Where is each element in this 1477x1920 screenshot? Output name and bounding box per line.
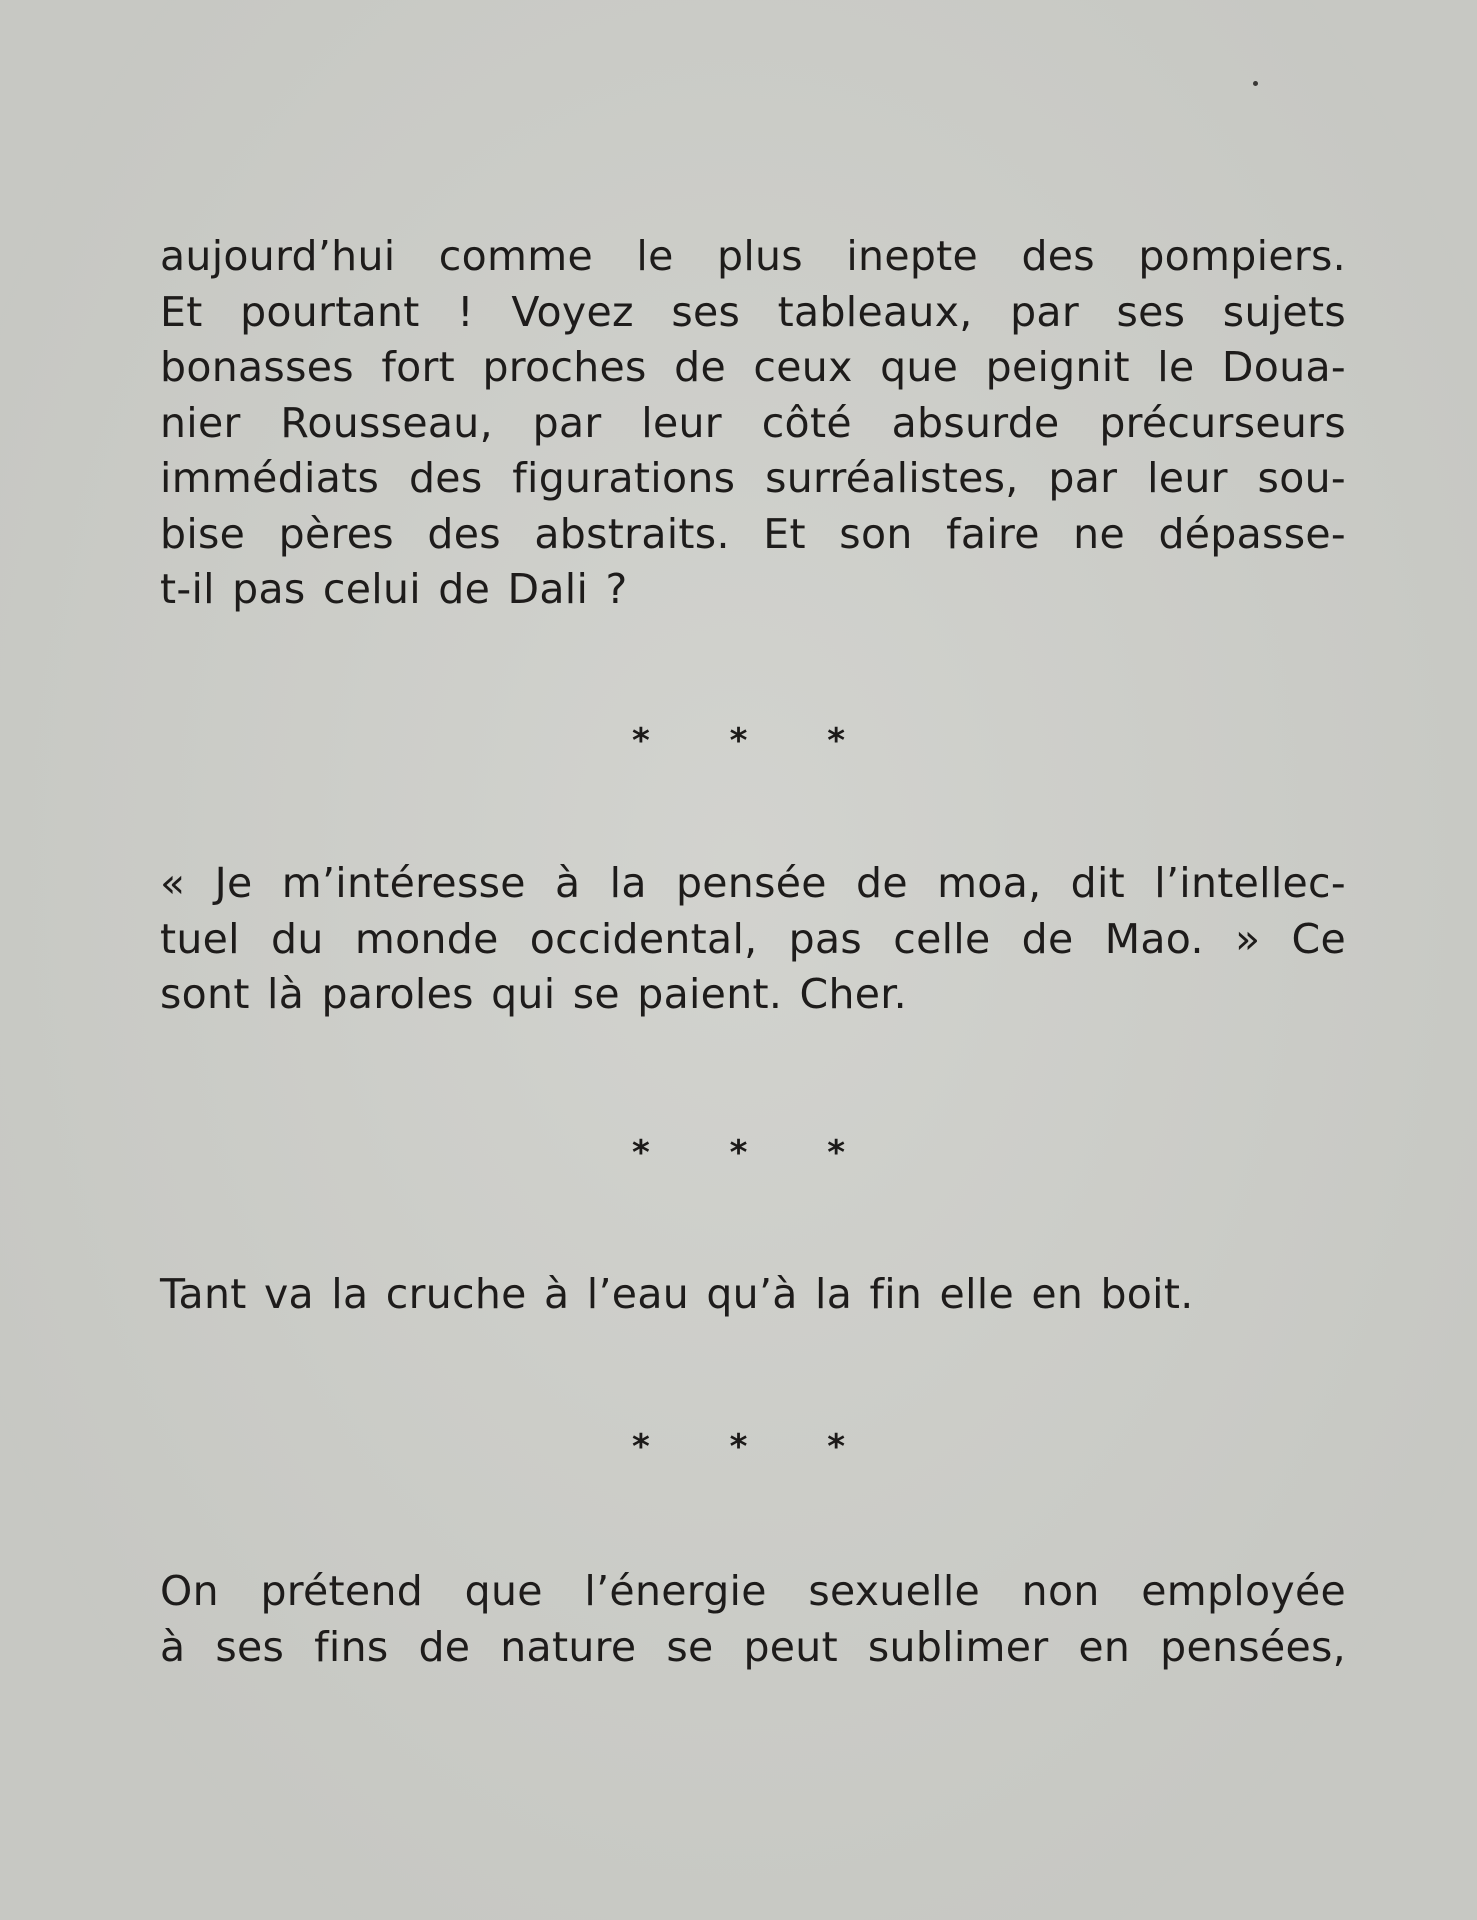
section-divider: * * *: [631, 1427, 879, 1467]
text-line: Tant va la cruche à l’eau qu’à la fin elle en boit.: [160, 1270, 1194, 1318]
paragraph-pompiers: [160, 229, 1346, 618]
text-line: sont là paroles qui se paient. Cher.: [160, 970, 907, 1018]
text-line: aujourd’hui comme le plus inepte des pompiers.: [160, 232, 1346, 280]
text-line: tuel du monde occidental, pas celle de Mao. » Ce: [160, 914, 1346, 963]
text-line: Et pourtant ! Voyez ses tableaux, par ses sujets: [160, 287, 1346, 336]
text-line: On prétend que l’énergie sexuelle non employée: [160, 1567, 1346, 1615]
text-line: immédiats des figurations surréalistes, par leur sou-: [160, 454, 1346, 502]
text-line: t-il pas celui de Dali ?: [160, 565, 628, 613]
paragraph-mao: [160, 856, 1346, 1023]
text-line: à ses fins de nature se peut sublimer en pensées,: [160, 1622, 1346, 1671]
text-line: bonasses fort proches de ceux que peignit le Doua-: [160, 343, 1346, 391]
section-divider: * * *: [631, 721, 879, 761]
paragraph-cruche: [160, 1267, 1346, 1323]
paragraph-energie: [160, 1564, 1346, 1675]
ink-speck: [1253, 81, 1258, 86]
text-line: nier Rousseau, par leur côté absurde précurseurs: [160, 398, 1346, 447]
text-line: bise pères des abstraits. Et son faire ne dépasse-: [160, 509, 1346, 558]
section-divider: * * *: [631, 1133, 879, 1173]
text-line: « Je m’intéresse à la pensée de moa, dit l’intellec-: [160, 859, 1346, 907]
